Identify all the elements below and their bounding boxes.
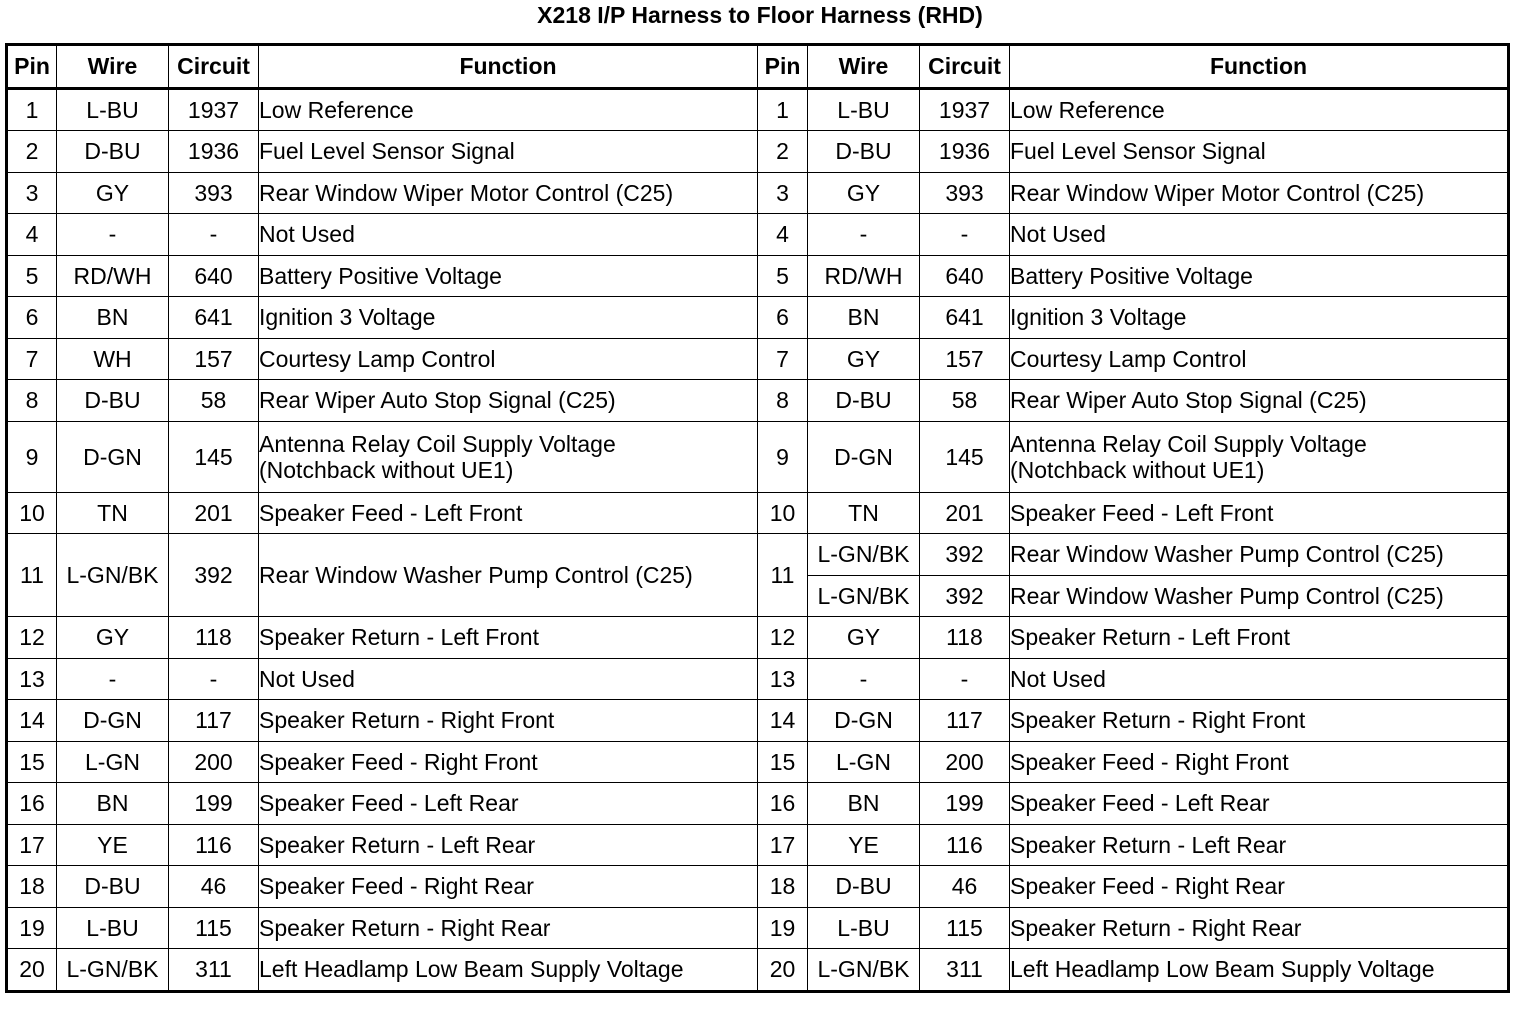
- header-circuit: Circuit: [920, 45, 1010, 89]
- left-wire-cell: WH: [57, 338, 169, 380]
- left-circuit-cell: 157: [169, 338, 259, 380]
- function-text: Courtesy Lamp Control: [259, 345, 496, 372]
- left-pin-cell: 13: [7, 658, 57, 700]
- function-text: Fuel Level Sensor Signal: [259, 138, 515, 165]
- right-pin-cell: 11: [758, 534, 808, 617]
- right-function-cell: [1010, 88, 1509, 131]
- right-pin-cell: 5: [758, 255, 808, 297]
- right-circuit-cell: 116: [920, 824, 1010, 866]
- right-wire-cell: GY: [808, 172, 920, 214]
- right-pin-cell: 3: [758, 172, 808, 214]
- left-function-cell: [259, 658, 758, 700]
- header-row: [7, 45, 1509, 89]
- table-row: [7, 658, 1509, 700]
- function-text: Left Headlamp Low Beam Supply Voltage: [259, 956, 684, 983]
- function-text-line2: (Notchback without UE1): [1010, 456, 1265, 483]
- function-text: Speaker Return - Left Front: [259, 624, 539, 651]
- right-function-cell: [1010, 907, 1509, 949]
- function-text: Not Used: [1010, 665, 1106, 692]
- header-pin: Pin: [7, 45, 57, 89]
- left-function-cell: [259, 255, 758, 297]
- right-function-cell: [1010, 700, 1509, 742]
- function-text: Speaker Return - Left Rear: [259, 831, 536, 858]
- left-circuit-cell: 115: [169, 907, 259, 949]
- left-circuit-cell: 116: [169, 824, 259, 866]
- right-pin-cell: 2: [758, 131, 808, 173]
- right-wire-cell: L-BU: [808, 907, 920, 949]
- function-text: Antenna Relay Coil Supply Voltage: [1010, 430, 1367, 457]
- left-wire-cell: -: [57, 214, 169, 256]
- left-wire-cell: BN: [57, 783, 169, 825]
- left-function-cell: [259, 88, 758, 131]
- function-text-line2: (Notchback without UE1): [259, 456, 514, 483]
- table-row: [7, 131, 1509, 173]
- function-text: Speaker Feed - Right Front: [1010, 748, 1289, 775]
- function-text: Speaker Feed - Right Rear: [1010, 873, 1285, 900]
- left-wire-cell: GY: [57, 172, 169, 214]
- table-row: [7, 783, 1509, 825]
- right-circuit-cell: 311: [920, 949, 1010, 992]
- right-circuit-cell: 115: [920, 907, 1010, 949]
- left-circuit-cell: 311: [169, 949, 259, 992]
- header-function: Function: [259, 45, 758, 89]
- right-function-cell: [1010, 866, 1509, 908]
- right-circuit-cell: 392: [920, 534, 1010, 576]
- right-wire-cell: RD/WH: [808, 255, 920, 297]
- left-wire-cell: D-BU: [57, 380, 169, 422]
- function-text: Speaker Feed - Left Front: [259, 499, 523, 526]
- left-function-cell: [259, 534, 758, 617]
- left-function-cell: [259, 617, 758, 659]
- function-text: Rear Wiper Auto Stop Signal (C25): [259, 387, 616, 414]
- left-wire-cell: L-GN/BK: [57, 534, 169, 617]
- header-function: Function: [1010, 45, 1509, 89]
- left-circuit-cell: 201: [169, 492, 259, 534]
- left-pin-cell: 8: [7, 380, 57, 422]
- function-text: Antenna Relay Coil Supply Voltage: [259, 430, 616, 457]
- function-text: Battery Positive Voltage: [259, 262, 502, 289]
- left-circuit-cell: 200: [169, 741, 259, 783]
- left-function-cell: [259, 866, 758, 908]
- right-circuit-cell: 46: [920, 866, 1010, 908]
- left-wire-cell: TN: [57, 492, 169, 534]
- left-circuit-cell: 58: [169, 380, 259, 422]
- function-text: Ignition 3 Voltage: [259, 304, 436, 331]
- function-text: Rear Window Washer Pump Control (C25): [259, 562, 693, 588]
- right-wire-cell: TN: [808, 492, 920, 534]
- right-wire-cell: D-GN: [808, 421, 920, 492]
- table-row: [7, 88, 1509, 131]
- right-pin-cell: 19: [758, 907, 808, 949]
- right-pin-cell: 6: [758, 297, 808, 339]
- right-wire-cell: GY: [808, 617, 920, 659]
- right-wire-cell: GY: [808, 338, 920, 380]
- function-text: Rear Wiper Auto Stop Signal (C25): [1010, 387, 1367, 414]
- right-circuit-cell: 199: [920, 783, 1010, 825]
- table-row: [7, 172, 1509, 214]
- left-function-cell: [259, 214, 758, 256]
- right-pin-cell: 13: [758, 658, 808, 700]
- left-circuit-cell: 640: [169, 255, 259, 297]
- left-wire-cell: D-BU: [57, 866, 169, 908]
- right-function-cell: [1010, 421, 1509, 492]
- header-wire: Wire: [57, 45, 169, 89]
- right-wire-cell: D-BU: [808, 866, 920, 908]
- right-function-cell: [1010, 617, 1509, 659]
- right-wire-cell: L-GN: [808, 741, 920, 783]
- right-wire-cell: L-BU: [808, 88, 920, 131]
- right-function-cell: [1010, 658, 1509, 700]
- left-function-cell: [259, 172, 758, 214]
- right-function-cell: [1010, 255, 1509, 297]
- table-body: [7, 88, 1509, 991]
- table-row: [7, 380, 1509, 422]
- right-function-cell: [1010, 534, 1509, 576]
- right-wire-cell: L-GN/BK: [808, 949, 920, 992]
- function-text: Speaker Return - Right Front: [1010, 707, 1306, 734]
- left-wire-cell: L-GN/BK: [57, 949, 169, 992]
- function-text: Speaker Return - Right Rear: [1010, 914, 1302, 941]
- left-pin-cell: 15: [7, 741, 57, 783]
- right-circuit-cell: 392: [920, 575, 1010, 617]
- left-circuit-cell: 393: [169, 172, 259, 214]
- function-text: Speaker Feed - Left Rear: [1010, 790, 1270, 817]
- right-circuit-cell: 118: [920, 617, 1010, 659]
- left-pin-cell: 16: [7, 783, 57, 825]
- header-wire: Wire: [808, 45, 920, 89]
- function-text: Fuel Level Sensor Signal: [1010, 138, 1266, 165]
- left-pin-cell: 14: [7, 700, 57, 742]
- left-circuit-cell: 1936: [169, 131, 259, 173]
- function-text: Speaker Feed - Left Rear: [259, 790, 519, 817]
- function-text: Speaker Feed - Right Front: [259, 748, 538, 775]
- right-function-cell: [1010, 338, 1509, 380]
- left-wire-cell: D-GN: [57, 421, 169, 492]
- right-pin-cell: 8: [758, 380, 808, 422]
- left-wire-cell: YE: [57, 824, 169, 866]
- right-pin-cell: 9: [758, 421, 808, 492]
- table-row: [7, 492, 1509, 534]
- right-pin-cell: 4: [758, 214, 808, 256]
- left-circuit-cell: -: [169, 214, 259, 256]
- left-circuit-cell: 392: [169, 534, 259, 617]
- table-row: [7, 949, 1509, 992]
- right-pin-cell: 7: [758, 338, 808, 380]
- header-circuit: Circuit: [169, 45, 259, 89]
- right-function-cell: [1010, 824, 1509, 866]
- right-function-cell: [1010, 214, 1509, 256]
- table-row: [7, 338, 1509, 380]
- function-text: Speaker Return - Left Rear: [1010, 831, 1287, 858]
- left-pin-cell: 7: [7, 338, 57, 380]
- left-pin-cell: 4: [7, 214, 57, 256]
- left-pin-cell: 6: [7, 297, 57, 339]
- function-text: Rear Window Washer Pump Control (C25): [1010, 582, 1444, 609]
- left-wire-cell: D-GN: [57, 700, 169, 742]
- left-pin-cell: 20: [7, 949, 57, 992]
- table-row: [7, 700, 1509, 742]
- right-wire-cell: D-GN: [808, 700, 920, 742]
- right-pin-cell: 14: [758, 700, 808, 742]
- function-text: Low Reference: [1010, 96, 1165, 123]
- right-circuit-cell: -: [920, 214, 1010, 256]
- left-circuit-cell: 145: [169, 421, 259, 492]
- right-function-cell: [1010, 172, 1509, 214]
- function-text: Speaker Feed - Left Front: [1010, 499, 1274, 526]
- right-circuit-cell: 641: [920, 297, 1010, 339]
- function-text: Not Used: [259, 665, 355, 692]
- function-text: Courtesy Lamp Control: [1010, 345, 1247, 372]
- function-text: Speaker Return - Right Rear: [259, 914, 551, 941]
- table-row: [7, 866, 1509, 908]
- left-wire-cell: L-GN: [57, 741, 169, 783]
- function-text: Speaker Return - Right Front: [259, 707, 555, 734]
- right-pin-cell: 15: [758, 741, 808, 783]
- function-text: Battery Positive Voltage: [1010, 262, 1253, 289]
- right-pin-cell: 10: [758, 492, 808, 534]
- function-text: Not Used: [1010, 221, 1106, 248]
- left-function-cell: [259, 907, 758, 949]
- right-pin-cell: 16: [758, 783, 808, 825]
- right-wire-cell: D-BU: [808, 380, 920, 422]
- function-text: Not Used: [259, 221, 355, 248]
- right-function-cell: [1010, 575, 1509, 617]
- left-circuit-cell: 117: [169, 700, 259, 742]
- page-title: X218 I/P Harness to Floor Harness (RHD): [537, 2, 983, 28]
- function-text: Left Headlamp Low Beam Supply Voltage: [1010, 956, 1435, 983]
- right-wire-cell: YE: [808, 824, 920, 866]
- right-circuit-cell: 1936: [920, 131, 1010, 173]
- table-row: [7, 421, 1509, 492]
- left-circuit-cell: 118: [169, 617, 259, 659]
- left-wire-cell: RD/WH: [57, 255, 169, 297]
- left-pin-cell: 19: [7, 907, 57, 949]
- right-circuit-cell: 393: [920, 172, 1010, 214]
- left-pin-cell: 9: [7, 421, 57, 492]
- function-text: Rear Window Wiper Motor Control (C25): [259, 179, 674, 206]
- right-pin-cell: 20: [758, 949, 808, 992]
- table-row: [7, 617, 1509, 659]
- right-function-cell: [1010, 492, 1509, 534]
- function-text: Speaker Feed - Right Rear: [259, 873, 534, 900]
- right-wire-cell: BN: [808, 297, 920, 339]
- left-function-cell: [259, 131, 758, 173]
- right-circuit-cell: 58: [920, 380, 1010, 422]
- left-circuit-cell: 641: [169, 297, 259, 339]
- left-function-cell: [259, 297, 758, 339]
- left-pin-cell: 3: [7, 172, 57, 214]
- right-pin-cell: 1: [758, 88, 808, 131]
- left-pin-cell: 10: [7, 492, 57, 534]
- left-wire-cell: D-BU: [57, 131, 169, 173]
- right-circuit-cell: 145: [920, 421, 1010, 492]
- right-wire-cell: BN: [808, 783, 920, 825]
- left-circuit-cell: -: [169, 658, 259, 700]
- left-function-cell: [259, 492, 758, 534]
- right-pin-cell: 17: [758, 824, 808, 866]
- right-function-cell: [1010, 783, 1509, 825]
- function-text: Speaker Return - Left Front: [1010, 624, 1290, 651]
- function-text: Low Reference: [259, 96, 414, 123]
- left-function-cell: [259, 380, 758, 422]
- table-row: [7, 297, 1509, 339]
- left-pin-cell: 2: [7, 131, 57, 173]
- right-wire-cell: D-BU: [808, 131, 920, 173]
- left-circuit-cell: 199: [169, 783, 259, 825]
- left-function-cell: [259, 338, 758, 380]
- left-wire-cell: -: [57, 658, 169, 700]
- right-circuit-cell: 640: [920, 255, 1010, 297]
- right-wire-cell: L-GN/BK: [808, 534, 920, 576]
- table-row: [7, 534, 1509, 576]
- right-function-cell: [1010, 131, 1509, 173]
- left-pin-cell: 17: [7, 824, 57, 866]
- right-wire-cell: -: [808, 658, 920, 700]
- table-row: [7, 824, 1509, 866]
- table-row: [7, 907, 1509, 949]
- left-function-cell: [259, 741, 758, 783]
- table-row: [7, 255, 1509, 297]
- left-function-cell: [259, 949, 758, 992]
- right-circuit-cell: 157: [920, 338, 1010, 380]
- right-function-cell: [1010, 297, 1509, 339]
- left-pin-cell: 18: [7, 866, 57, 908]
- table-row: [7, 741, 1509, 783]
- left-pin-cell: 12: [7, 617, 57, 659]
- left-circuit-cell: 1937: [169, 88, 259, 131]
- right-function-cell: [1010, 741, 1509, 783]
- left-function-cell: [259, 783, 758, 825]
- right-circuit-cell: -: [920, 658, 1010, 700]
- left-pin-cell: 1: [7, 88, 57, 131]
- function-text: Ignition 3 Voltage: [1010, 304, 1187, 331]
- right-circuit-cell: 200: [920, 741, 1010, 783]
- right-function-cell: [1010, 380, 1509, 422]
- left-function-cell: [259, 824, 758, 866]
- header-pin: Pin: [758, 45, 808, 89]
- function-text: Rear Window Wiper Motor Control (C25): [1010, 179, 1425, 206]
- left-wire-cell: GY: [57, 617, 169, 659]
- left-wire-cell: BN: [57, 297, 169, 339]
- function-text: Rear Window Washer Pump Control (C25): [1010, 541, 1444, 568]
- right-pin-cell: 18: [758, 866, 808, 908]
- left-pin-cell: 5: [7, 255, 57, 297]
- left-circuit-cell: 46: [169, 866, 259, 908]
- connector-pinout-table: [5, 43, 1510, 993]
- right-circuit-cell: 1937: [920, 88, 1010, 131]
- right-pin-cell: 12: [758, 617, 808, 659]
- right-wire-cell: -: [808, 214, 920, 256]
- right-function-cell: [1010, 949, 1509, 992]
- left-pin-cell: 11: [7, 534, 57, 617]
- left-wire-cell: L-BU: [57, 88, 169, 131]
- table-row: [7, 214, 1509, 256]
- right-circuit-cell: 201: [920, 492, 1010, 534]
- left-wire-cell: L-BU: [57, 907, 169, 949]
- left-function-cell: [259, 700, 758, 742]
- left-function-cell: [259, 421, 758, 492]
- right-wire-cell: L-GN/BK: [808, 575, 920, 617]
- right-circuit-cell: 117: [920, 700, 1010, 742]
